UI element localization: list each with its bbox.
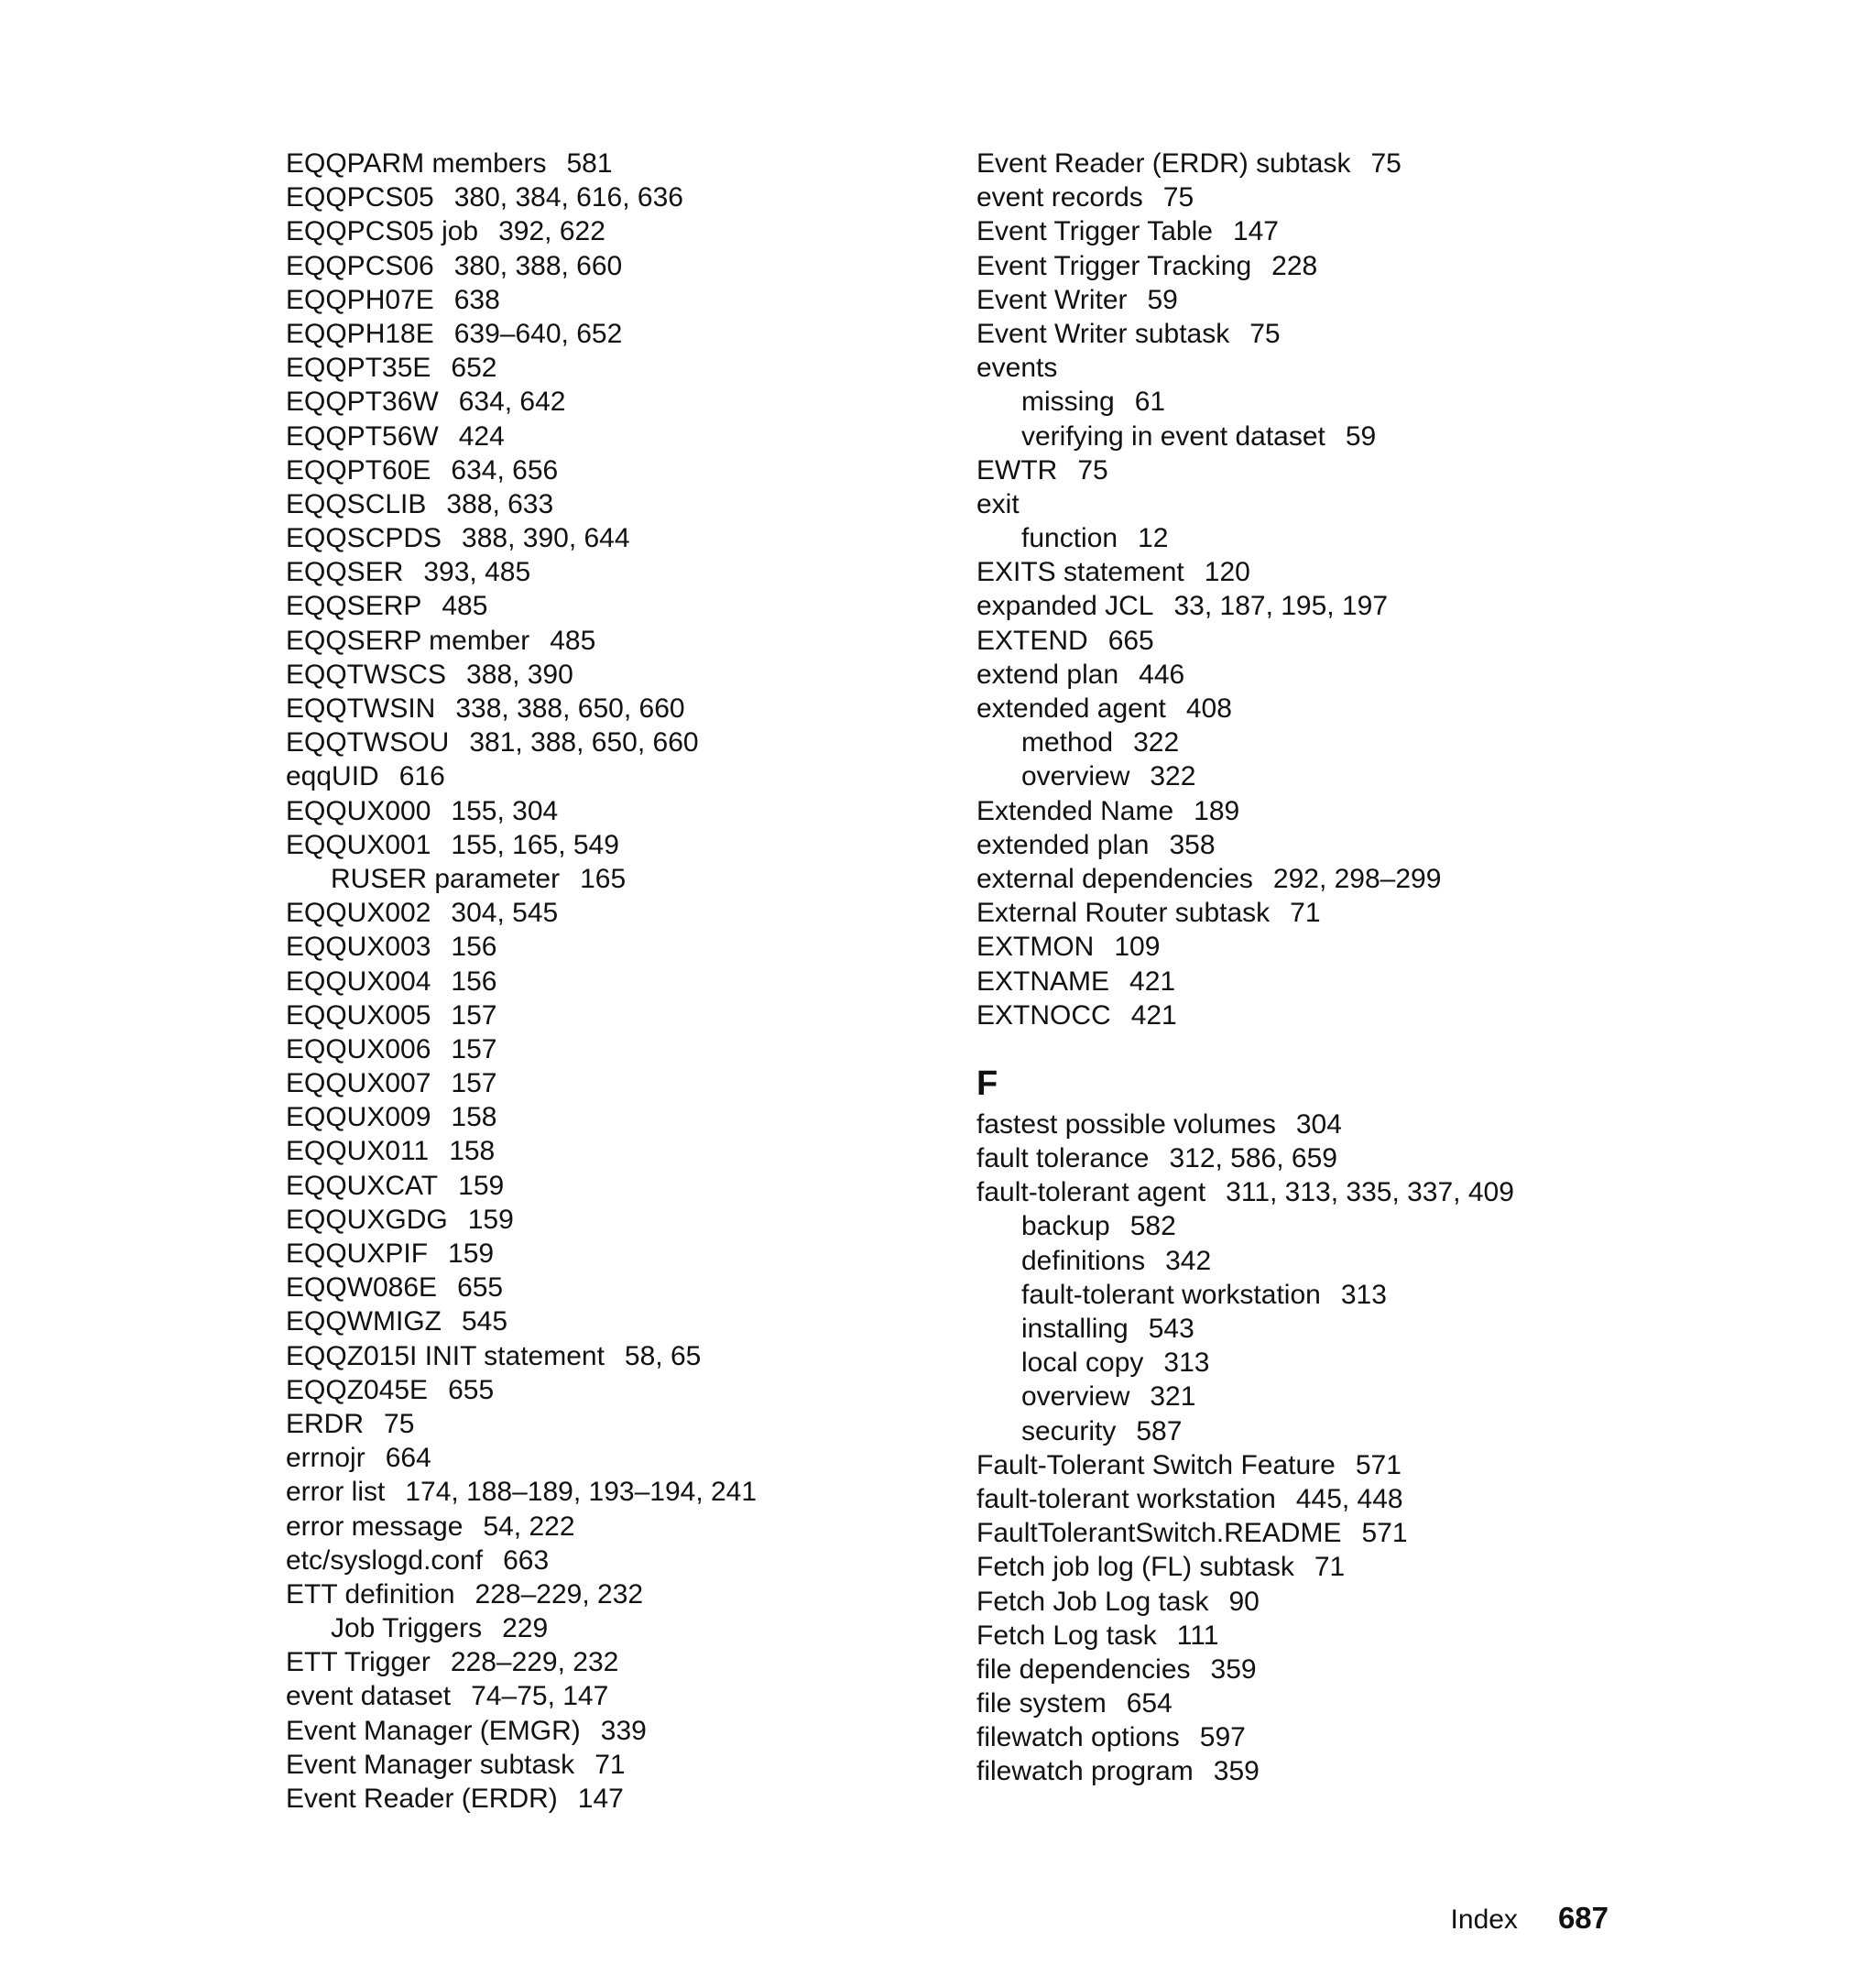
- index-column-left: [286, 147, 927, 1816]
- index-term: extend plan: [976, 659, 1119, 690]
- index-term: local copy: [1021, 1348, 1144, 1379]
- index-term: Event Trigger Tracking: [976, 250, 1252, 281]
- index-term: eqqUID: [286, 761, 379, 792]
- index-page-refs: 424: [458, 420, 505, 452]
- index-term: EQQUX011: [286, 1136, 430, 1167]
- index-page-refs: 393, 485: [423, 557, 531, 588]
- index-term: EQQUX001: [286, 829, 431, 860]
- index-term: fault-tolerant agent: [976, 1177, 1206, 1208]
- index-term: security: [1021, 1415, 1117, 1446]
- index-entry: [286, 965, 927, 998]
- index-page-refs: 313: [1163, 1348, 1210, 1379]
- index-term: EQQSERP member: [286, 625, 530, 656]
- index-page-refs: 157: [451, 1033, 497, 1064]
- index-entry: [976, 862, 1673, 896]
- index-term: EQQPT56W: [286, 420, 439, 452]
- index-page-refs: 304, 545: [451, 898, 559, 929]
- index-entry: [286, 1203, 927, 1237]
- index-term: EQQPT36W: [286, 387, 439, 418]
- index-entry: [976, 930, 1673, 964]
- index-page-refs: 165: [580, 863, 627, 894]
- index-page-refs: 655: [448, 1374, 495, 1405]
- index-term: backup: [1021, 1211, 1110, 1242]
- index-page-refs: 571: [1361, 1518, 1408, 1549]
- index-page-refs: 358: [1169, 829, 1216, 860]
- index-term: overview: [1021, 1381, 1130, 1413]
- index-term: event records: [976, 182, 1143, 213]
- index-page-refs: 75: [1162, 182, 1194, 213]
- index-subentry: [286, 1611, 927, 1645]
- index-term: EQQTWSCS: [286, 659, 447, 690]
- index-term: External Router subtask: [976, 898, 1271, 929]
- index-page-refs: 321: [1150, 1381, 1196, 1413]
- index-page-refs: 111: [1176, 1620, 1219, 1651]
- index-entry: [286, 1407, 927, 1441]
- index-page-refs: 228–229, 232: [474, 1578, 644, 1610]
- index-term: EQQZ045E: [286, 1374, 429, 1405]
- index-page-refs: 155, 304: [451, 795, 559, 826]
- index-term: Extended Name: [976, 795, 1174, 826]
- index-page-refs: 159: [448, 1239, 495, 1269]
- index-page-refs: 392, 622: [498, 216, 605, 247]
- index-term: errnojr: [286, 1443, 365, 1474]
- index-entry: [976, 555, 1673, 589]
- index-page-refs: 655: [457, 1272, 504, 1304]
- index-page-refs: 229: [502, 1613, 549, 1644]
- index-page-refs: 634, 656: [451, 454, 559, 486]
- index-page-refs: 311, 313, 335, 337, 409: [1226, 1177, 1514, 1208]
- index-term: EXTNOCC: [976, 999, 1111, 1031]
- index-page-refs: 381, 388, 650, 660: [469, 727, 699, 758]
- index-term: filewatch program: [976, 1756, 1194, 1787]
- index-entry: [286, 759, 927, 793]
- index-entry: [286, 1304, 927, 1338]
- index-page-refs: 616: [398, 761, 445, 792]
- index-term: expanded JCL: [976, 591, 1154, 622]
- index-term: extended agent: [976, 693, 1166, 724]
- index-subentry: [286, 862, 927, 896]
- index-page-refs: 189: [1194, 795, 1240, 826]
- index-term: function: [1021, 523, 1118, 554]
- index-entry: [976, 998, 1673, 1032]
- index-term: EXTNAME: [976, 966, 1110, 997]
- index-entry: [976, 214, 1673, 248]
- index-page-refs: 157: [451, 999, 497, 1031]
- index-term: EQQPT35E: [286, 353, 431, 384]
- index-page-refs: 339: [600, 1715, 647, 1746]
- index-entry: [976, 1686, 1673, 1720]
- index-term: ETT Trigger: [286, 1647, 431, 1678]
- index-term: fault-tolerant workstation: [976, 1483, 1276, 1514]
- index-page-refs: 663: [503, 1544, 550, 1576]
- index-term: EQQPT60E: [286, 454, 431, 486]
- index-entry: [286, 385, 927, 419]
- index-entry: [286, 147, 927, 180]
- index-term: EXITS statement: [976, 557, 1184, 588]
- index-group-f: [976, 1108, 1673, 1789]
- index-page-refs: 75: [1370, 148, 1402, 179]
- index-term: Event Writer: [976, 284, 1128, 315]
- index-page-refs: 313: [1340, 1279, 1387, 1310]
- index-page-refs: 33, 187, 195, 197: [1173, 591, 1389, 622]
- index-term: EXTMON: [976, 932, 1095, 963]
- footer-section-name: Index: [1450, 1904, 1518, 1935]
- index-term: EQQPH07E: [286, 284, 434, 315]
- index-entry: [286, 1066, 927, 1100]
- index-page-refs: 634, 642: [458, 387, 566, 418]
- index-entry: [976, 1653, 1673, 1686]
- index-entry: [286, 521, 927, 555]
- index-term: method: [1021, 727, 1114, 758]
- index-term: EQQUXGDG: [286, 1204, 448, 1235]
- index-entry: [286, 351, 927, 385]
- index-entry: [976, 487, 1673, 521]
- index-page-refs: 342: [1165, 1245, 1212, 1276]
- index-term: EQQUX000: [286, 795, 431, 826]
- index-page-refs: 292, 298–299: [1272, 863, 1442, 894]
- index-term: EQQSERP: [286, 591, 422, 622]
- index-subentry: [976, 1380, 1673, 1413]
- index-subentry: [976, 726, 1673, 759]
- index-term: definitions: [1021, 1245, 1146, 1276]
- index-term: Event Reader (ERDR) subtask: [976, 148, 1351, 179]
- index-page-refs: 71: [1290, 898, 1321, 929]
- index-entry: [286, 726, 927, 759]
- index-term: ERDR: [286, 1408, 365, 1439]
- index-term: RUSER parameter: [331, 863, 561, 894]
- index-entry: [976, 965, 1673, 998]
- index-page-refs: 75: [1249, 318, 1281, 349]
- index-entry: [286, 1271, 927, 1304]
- index-term: EQQUXCAT: [286, 1170, 439, 1201]
- index-page-refs: 155, 165, 549: [451, 829, 619, 860]
- index-page-refs: 338, 388, 650, 660: [455, 693, 685, 724]
- index-entry: [286, 1544, 927, 1577]
- index-page-refs: 156: [451, 966, 497, 997]
- index-entry: [976, 1619, 1673, 1653]
- index-subentry: [976, 385, 1673, 419]
- index-term: installing: [1021, 1314, 1129, 1344]
- index-term: exit: [976, 488, 1020, 519]
- index-group-e: [976, 147, 1673, 1032]
- index-page-refs: 582: [1129, 1211, 1176, 1242]
- index-entry: [976, 1141, 1673, 1175]
- index-page-refs: 445, 448: [1295, 1483, 1403, 1514]
- index-entry: [976, 1550, 1673, 1584]
- index-page-refs: 380, 388, 660: [453, 250, 623, 281]
- index-page-refs: 545: [461, 1306, 508, 1337]
- index-entry: [286, 624, 927, 658]
- index-entry: [286, 1679, 927, 1713]
- index-term: EQQSER: [286, 557, 404, 588]
- index-entry: [976, 1720, 1673, 1754]
- page-number: 687: [1557, 1901, 1609, 1935]
- index-term: EQQPCS06: [286, 250, 434, 281]
- index-page-refs: 421: [1129, 966, 1176, 997]
- index-term: overview: [1021, 761, 1130, 792]
- index-term: EQQPCS05 job: [286, 216, 479, 247]
- index-page-refs: 543: [1148, 1314, 1194, 1344]
- index-subentry: [976, 1414, 1673, 1448]
- index-page-refs: 147: [577, 1784, 624, 1814]
- index-entry: [976, 351, 1673, 385]
- index-page-refs: 159: [467, 1204, 514, 1235]
- index-page-refs: 158: [449, 1136, 496, 1167]
- index-page-refs: 581: [566, 148, 613, 179]
- index-term: EQQUX003: [286, 932, 431, 963]
- index-entry: [976, 589, 1673, 623]
- index-page-refs: 408: [1185, 693, 1232, 724]
- index-term: EQQTWSIN: [286, 693, 436, 724]
- index-entry: [286, 283, 927, 317]
- index-term: missing: [1021, 387, 1115, 418]
- index-page-refs: 639–640, 652: [453, 318, 623, 349]
- index-page-refs: 75: [384, 1408, 415, 1439]
- index-subentry: [976, 521, 1673, 555]
- index-page-refs: 388, 390: [466, 659, 573, 690]
- index-entry: [976, 1585, 1673, 1619]
- index-page-refs: 157: [451, 1068, 497, 1099]
- index-term: Fetch job log (FL) subtask: [976, 1552, 1294, 1583]
- index-entry: [976, 1516, 1673, 1550]
- index-entry: [286, 998, 927, 1032]
- index-entry: [286, 453, 927, 487]
- index-term: EQQWMIGZ: [286, 1306, 442, 1337]
- index-entry: [976, 147, 1673, 180]
- index-entry: [286, 1782, 927, 1816]
- index-page-refs: 388, 633: [446, 488, 554, 519]
- index-term: verifying in event dataset: [1021, 420, 1325, 452]
- index-entry: [286, 1169, 927, 1203]
- index-subentry: [976, 1278, 1673, 1312]
- index-entry: [286, 896, 927, 930]
- index-entry: [286, 420, 927, 453]
- index-page-refs: 665: [1107, 625, 1154, 656]
- index-entry: [976, 692, 1673, 726]
- index-term: error message: [286, 1511, 464, 1542]
- index-entry: [976, 317, 1673, 351]
- index-term: EQQPH18E: [286, 318, 434, 349]
- index-entry: [976, 1108, 1673, 1141]
- index-page-refs: 638: [453, 284, 500, 315]
- index-subentry: [976, 1209, 1673, 1243]
- index-page-refs: 421: [1130, 999, 1177, 1031]
- index-term: Event Trigger Table: [976, 216, 1213, 247]
- index-page-refs: 61: [1134, 387, 1166, 418]
- index-subentry: [976, 759, 1673, 793]
- index-subentry: [976, 1346, 1673, 1380]
- index-term: EQQUX007: [286, 1068, 431, 1099]
- index-page-refs: 158: [451, 1102, 497, 1133]
- index-term: EQQUX005: [286, 999, 431, 1031]
- index-entry: [286, 828, 927, 862]
- index-term: file dependencies: [976, 1653, 1191, 1685]
- index-page-refs: 71: [1314, 1552, 1346, 1583]
- page-footer: [1451, 1900, 1609, 1938]
- index-term: Event Reader (ERDR): [286, 1784, 558, 1814]
- index-term: EXTEND: [976, 625, 1088, 656]
- index-page-refs: 664: [385, 1443, 431, 1474]
- index-page-refs: 109: [1114, 932, 1161, 963]
- index-term: EQQUX009: [286, 1102, 431, 1133]
- index-entry: [976, 794, 1673, 828]
- index-term: EWTR: [976, 454, 1058, 486]
- index-entry: [286, 180, 927, 214]
- index-page-refs: 654: [1126, 1688, 1172, 1719]
- index-term: fastest possible volumes: [976, 1108, 1276, 1140]
- index-term: fault tolerance: [976, 1143, 1150, 1174]
- index-entry: [976, 1175, 1673, 1209]
- index-page-refs: 75: [1077, 454, 1108, 486]
- index-entry: [286, 1714, 927, 1748]
- index-page-refs: 485: [550, 625, 596, 656]
- index-subentry: [976, 420, 1673, 453]
- index-page-refs: 380, 384, 616, 636: [453, 182, 683, 213]
- index-page-refs: 312, 586, 659: [1169, 1143, 1337, 1174]
- index-page-refs: 90: [1228, 1586, 1260, 1617]
- index-entry: [976, 180, 1673, 214]
- index-term: EQQTWSOU: [286, 727, 450, 758]
- index-page-refs: 359: [1213, 1756, 1260, 1787]
- index-term: EQQW086E: [286, 1272, 438, 1304]
- index-entry: [286, 249, 927, 283]
- index-term: Event Manager (EMGR): [286, 1715, 581, 1746]
- index-entry: [286, 1032, 927, 1066]
- index-entry: [286, 794, 927, 828]
- index-entry: [286, 930, 927, 964]
- index-term: Fetch Log task: [976, 1620, 1157, 1651]
- index-page-refs: 174, 188–189, 193–194, 241: [405, 1477, 758, 1508]
- index-page-refs: 59: [1147, 284, 1178, 315]
- index-entry: [286, 1100, 927, 1134]
- index-subentry: [976, 1312, 1673, 1346]
- index-page-refs: 485: [442, 591, 488, 622]
- index-entry: [286, 589, 927, 623]
- index-term: file system: [976, 1688, 1107, 1719]
- index-page-refs: 228: [1271, 250, 1318, 281]
- index-entry: [286, 1577, 927, 1611]
- index-page-refs: 54, 222: [483, 1511, 575, 1542]
- index-entry: [976, 1482, 1673, 1516]
- index-term: external dependencies: [976, 863, 1253, 894]
- index-page-refs: 71: [594, 1749, 626, 1780]
- index-term: EQQSCLIB: [286, 488, 427, 519]
- index-page-refs: 159: [458, 1170, 505, 1201]
- index-term: extended plan: [976, 829, 1150, 860]
- index-page-refs: 571: [1355, 1449, 1402, 1480]
- index-term: events: [976, 353, 1058, 384]
- index-entry: [976, 1448, 1673, 1482]
- index-entry: [976, 283, 1673, 317]
- index-term: ETT definition: [286, 1578, 455, 1610]
- index-entry: [286, 1748, 927, 1782]
- index-term: Fault-Tolerant Switch Feature: [976, 1449, 1336, 1480]
- index-page-refs: 322: [1150, 761, 1196, 792]
- index-entry: [286, 1475, 927, 1509]
- index-entry: [286, 1237, 927, 1271]
- index-entry: [286, 555, 927, 589]
- index-entry: [976, 453, 1673, 487]
- index-entry: [286, 317, 927, 351]
- index-term: EQQUXPIF: [286, 1239, 429, 1269]
- index-term: Event Manager subtask: [286, 1749, 575, 1780]
- index-page-refs: 120: [1204, 557, 1250, 588]
- index-entry: [976, 658, 1673, 692]
- index-term: Fetch Job Log task: [976, 1586, 1209, 1617]
- index-page-refs: 446: [1139, 659, 1185, 690]
- index-page-refs: 359: [1210, 1653, 1257, 1685]
- index-term: EQQPCS05: [286, 182, 434, 213]
- index-entry: [976, 1754, 1673, 1788]
- index-page-refs: 58, 65: [624, 1340, 702, 1371]
- index-page-refs: 147: [1232, 216, 1279, 247]
- index-page-refs: 12: [1138, 523, 1169, 554]
- index-term: EQQUX004: [286, 966, 431, 997]
- section-letter-heading: F: [976, 1064, 998, 1103]
- index-entry: [286, 1510, 927, 1544]
- index-entry: [976, 828, 1673, 862]
- index-entry: [286, 1645, 927, 1679]
- index-term: filewatch options: [976, 1722, 1180, 1753]
- index-page-refs: 59: [1345, 420, 1377, 452]
- index-entry: [976, 896, 1673, 930]
- index-entry: [976, 624, 1673, 658]
- index-entry: [286, 692, 927, 726]
- index-term: etc/syslogd.conf: [286, 1544, 484, 1576]
- index-column-right: [976, 147, 1673, 1789]
- index-page-refs: 156: [451, 932, 497, 963]
- index-page-refs: 304: [1295, 1108, 1342, 1140]
- index-term: EQQZ015I INIT statement: [286, 1340, 605, 1371]
- index-page-refs: 388, 390, 644: [462, 523, 630, 554]
- index-entry: [286, 1134, 927, 1168]
- index-page-refs: 587: [1136, 1415, 1183, 1446]
- index-page-refs: 652: [451, 353, 497, 384]
- index-term: EQQSCPDS: [286, 523, 442, 554]
- index-page-refs: 322: [1133, 727, 1180, 758]
- index-page-refs: 74–75, 147: [471, 1681, 609, 1712]
- index-term: event dataset: [286, 1681, 452, 1712]
- index-entry: [976, 249, 1673, 283]
- index-entry: [286, 658, 927, 692]
- index-entry: [286, 487, 927, 521]
- index-term: EQQUX006: [286, 1033, 431, 1064]
- index-term: EQQUX002: [286, 898, 431, 929]
- index-entry: [286, 1441, 927, 1475]
- index-term: FaultTolerantSwitch.README: [976, 1518, 1342, 1549]
- index-subentry: [976, 1244, 1673, 1278]
- index-term: fault-tolerant workstation: [1021, 1279, 1321, 1310]
- index-term: Job Triggers: [331, 1613, 483, 1644]
- index-term: EQQPARM members: [286, 148, 547, 179]
- index-entry: [286, 1339, 927, 1373]
- index-page-refs: 228–229, 232: [450, 1647, 619, 1678]
- index-page-refs: 597: [1199, 1722, 1246, 1753]
- index-term: Event Writer subtask: [976, 318, 1230, 349]
- index-entry: [286, 1373, 927, 1407]
- index-entry: [286, 214, 927, 248]
- index-term: error list: [286, 1477, 386, 1508]
